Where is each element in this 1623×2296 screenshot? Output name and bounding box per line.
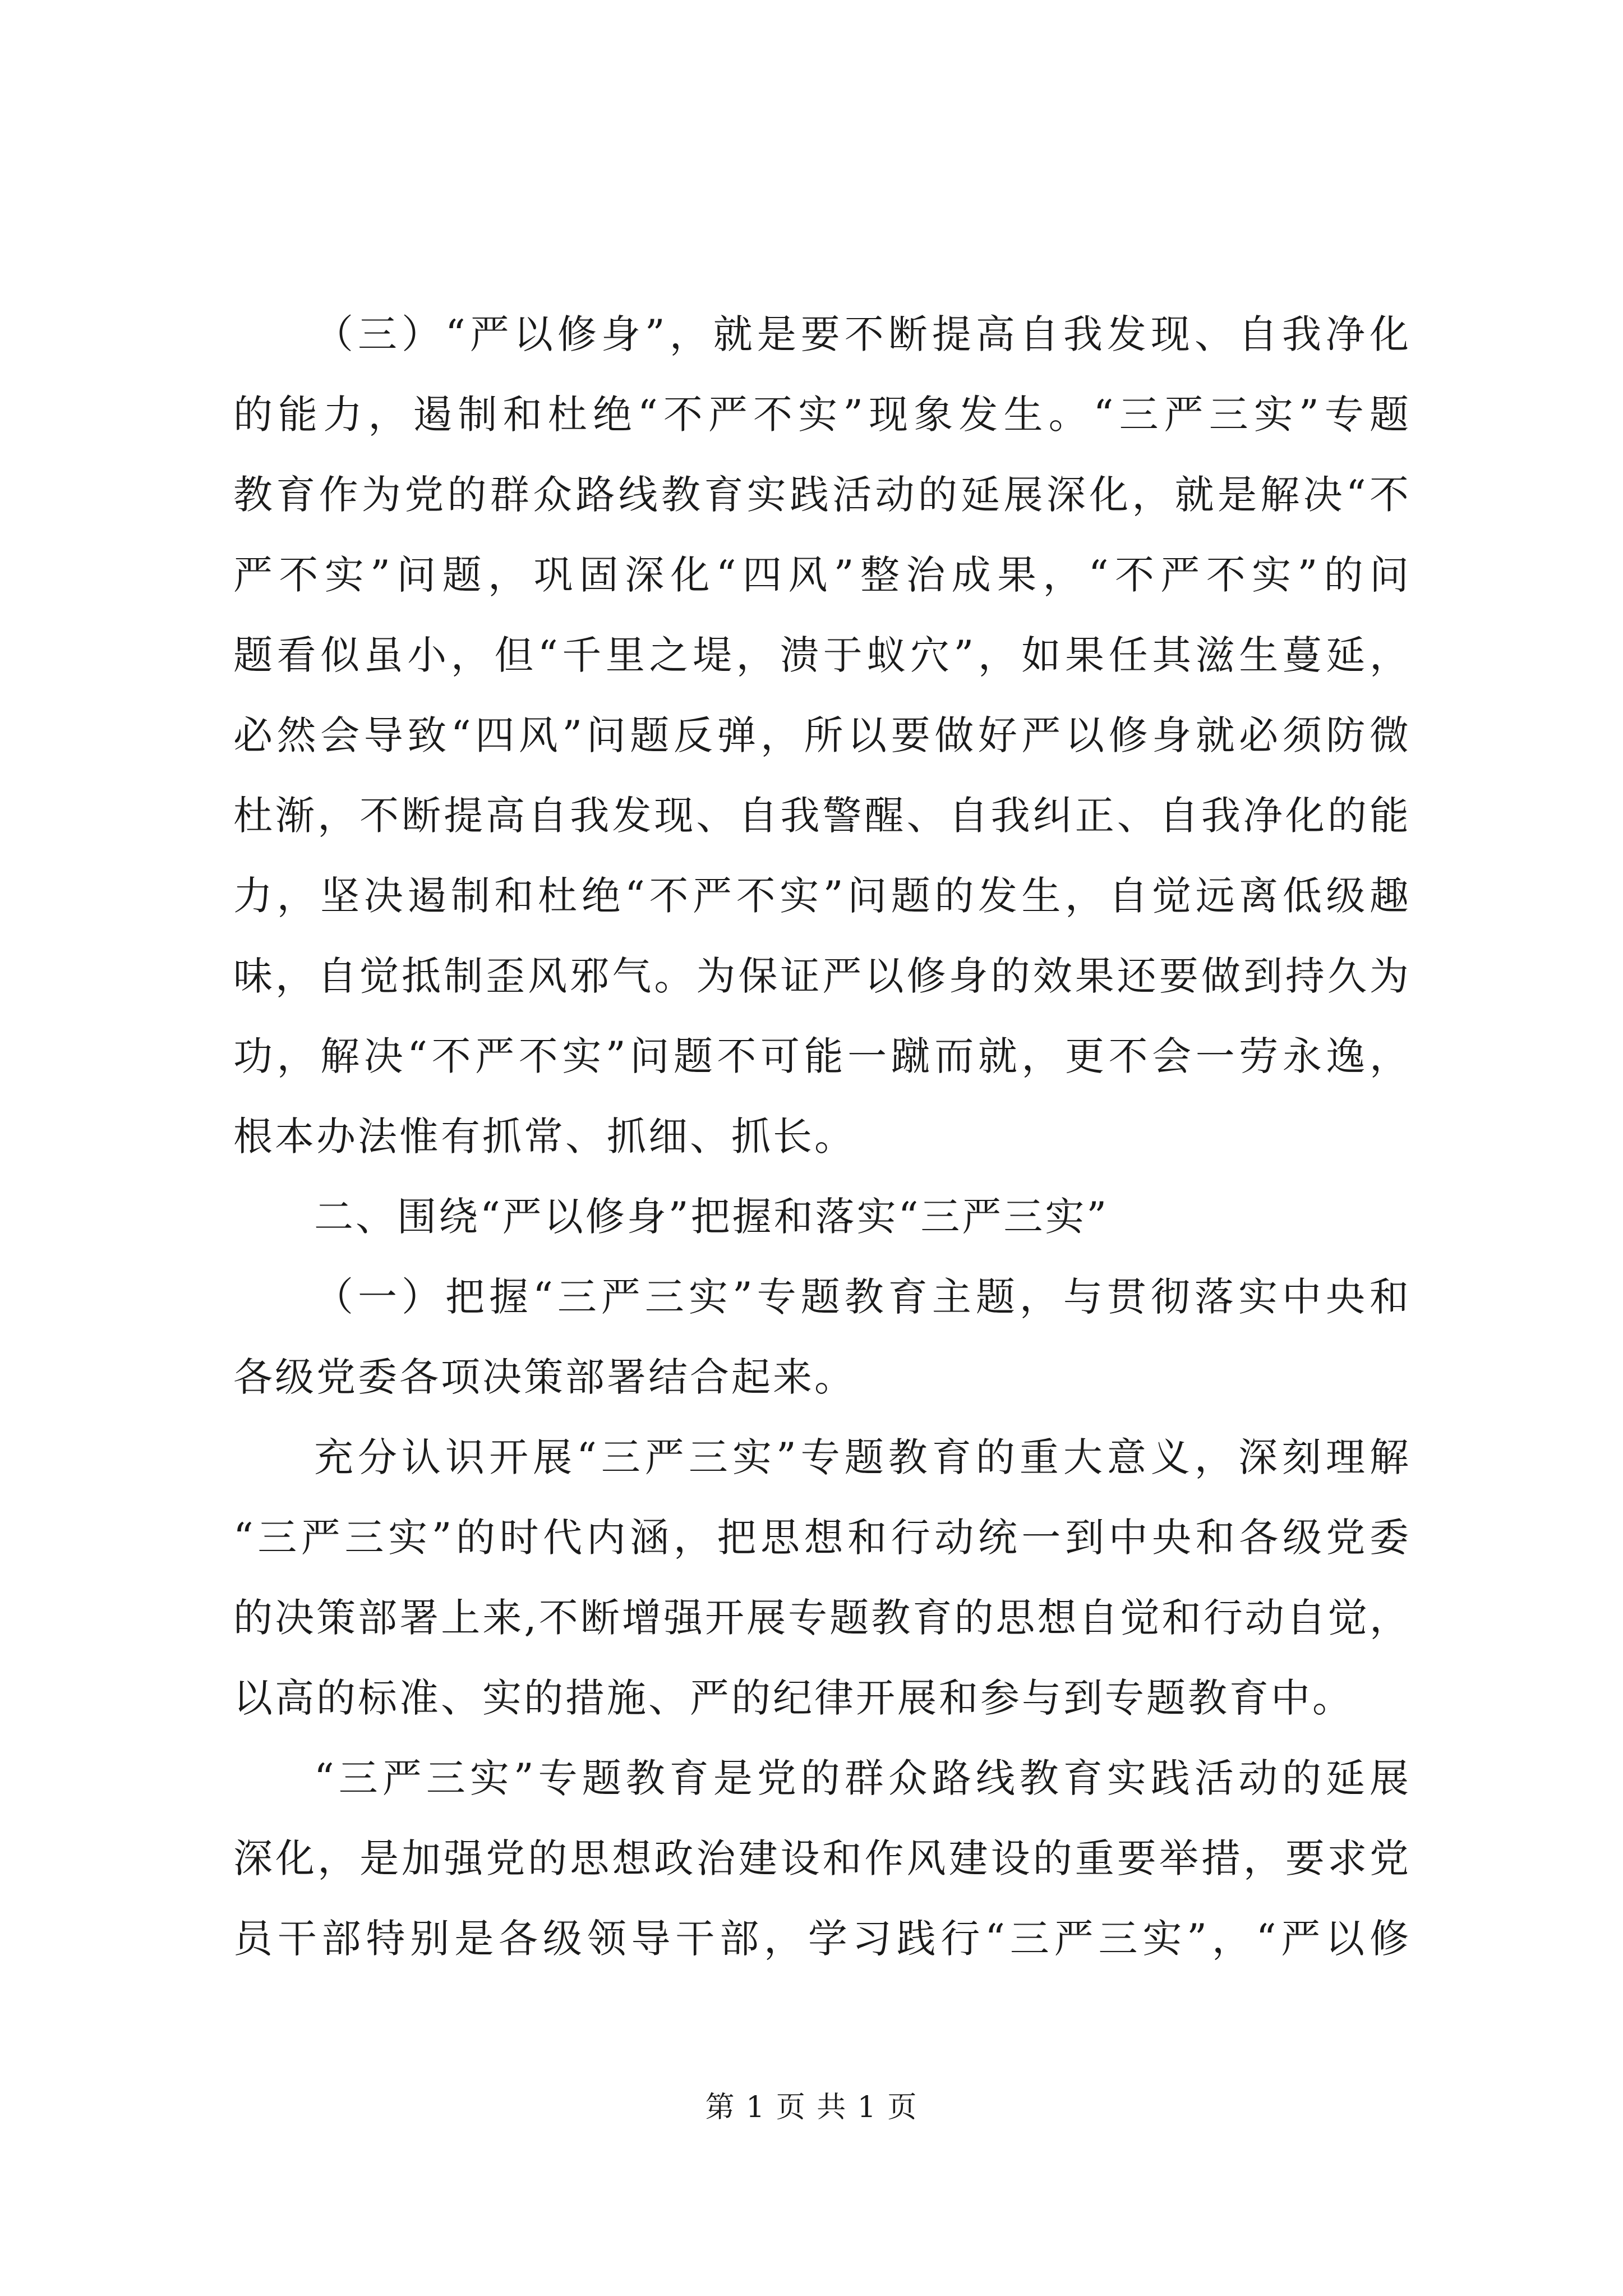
paragraph-line: 题看似虽小，但“千里之堤，溃于蚁穴”，如果任其滋生蔓延， bbox=[233, 632, 1411, 678]
paragraph-line: 必然会导致“四风”问题反弹，所以要做好严以修身就必须防微 bbox=[233, 712, 1411, 758]
paragraph-line: 根本办法惟有抓常、抓细、抓长。 bbox=[233, 1114, 856, 1159]
subsection-heading-line: （一）把握“三严三实”专题教育主题，与贯彻落实中央和 bbox=[314, 1274, 1411, 1320]
paragraph-line: 教育作为党的群众路线教育实践活动的延展深化，就是解决“不 bbox=[233, 472, 1411, 518]
paragraph-line: 的决策部署上来,不断增强开展专题教育的思想自觉和行动自觉， bbox=[233, 1595, 1411, 1641]
paragraph-line: “三严三实”专题教育是党的群众路线教育实践活动的延展 bbox=[314, 1755, 1411, 1801]
paragraph-line: “三严三实”的时代内涵，把思想和行动统一到中央和各级党委 bbox=[233, 1515, 1411, 1561]
paragraph-line: 深化，是加强党的思想政治建设和作风建设的重要举措，要求党 bbox=[233, 1835, 1411, 1881]
paragraph-line: （三）“严以修身”，就是要不断提高自我发现、自我净化 bbox=[314, 311, 1411, 357]
subsection-heading-line: 各级党委各项决策部署结合起来。 bbox=[233, 1354, 856, 1400]
paragraph-line: 杜渐，不断提高自我发现、自我警醒、自我纠正、自我净化的能 bbox=[233, 793, 1411, 839]
paragraph-line: 充分认识开展“三严三实”专题教育的重大意义，深刻理解 bbox=[314, 1434, 1411, 1480]
paragraph-line: 的能力，遏制和杜绝“不严不实”现象发生。“三严三实”专题 bbox=[233, 392, 1411, 438]
section-heading: 二、围绕“严以修身”把握和落实“三严三实” bbox=[314, 1194, 1109, 1240]
page-footer: 第 1 页 共 1 页 bbox=[705, 2091, 918, 2124]
paragraph-line: 员干部特别是各级领导干部，学习践行“三严三实”，“严以修 bbox=[233, 1916, 1411, 1962]
paragraph-line: 力，坚决遏制和杜绝“不严不实”问题的发生，自觉远离低级趣 bbox=[233, 873, 1411, 919]
paragraph-line: 味，自觉抵制歪风邪气。为保证严以修身的效果还要做到持久为 bbox=[233, 953, 1411, 999]
paragraph-line: 功，解决“不严不实”问题不可能一蹴而就，更不会一劳永逸， bbox=[233, 1033, 1411, 1079]
paragraph-line: 严不实”问题，巩固深化“四风”整治成果，“不严不实”的问 bbox=[233, 552, 1411, 598]
paragraph-line: 以高的标准、实的措施、严的纪律开展和参与到专题教育中。 bbox=[233, 1675, 1354, 1721]
document-body bbox=[233, 295, 1411, 1979]
